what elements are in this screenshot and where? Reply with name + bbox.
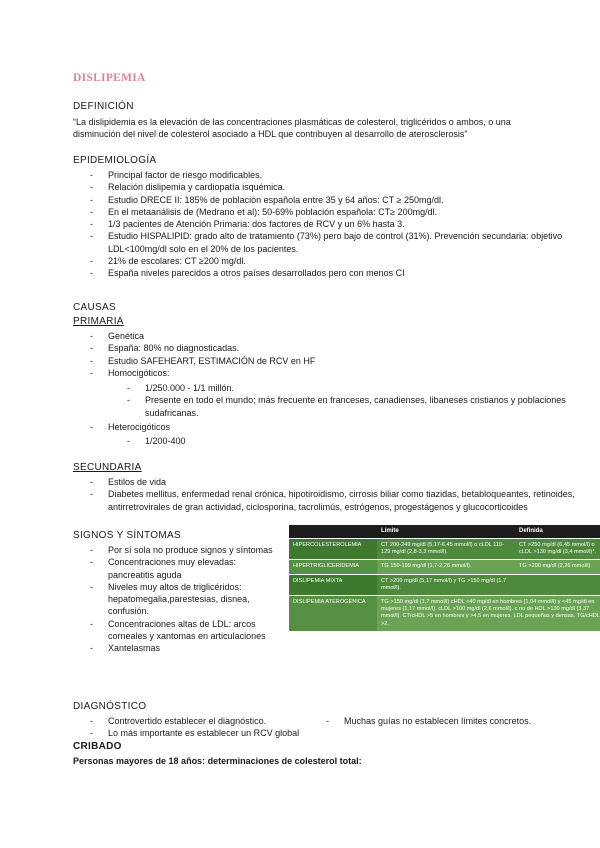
heterocigoticos-sublist: [127, 435, 600, 447]
diagnostico-heading: DIAGNÓSTICO: [73, 701, 147, 712]
list-item: - Estudio SAFEHEART, ESTIMACIÓN de RCV en HF: [90, 355, 600, 367]
list-item: - Concentraciones altas de LDL: arcos corneales y xantomas en articulaciones: [90, 618, 278, 643]
list-item: - Muchas guías no establecen límites concretos.: [326, 715, 596, 727]
list-item: - Niveles muy altos de triglicéridos: hepatomegalia,parestesias, disnea, confusión.: [90, 581, 278, 618]
secundaria-heading: SECUNDARIA: [73, 462, 142, 473]
table-cell: HIPERCOLESTEROLEMIA: [289, 539, 377, 560]
causas-heading: CAUSAS: [73, 302, 116, 313]
diagnostico-list: [90, 715, 330, 740]
list-item: - Heterocigóticos: [90, 421, 600, 433]
table-row: [289, 574, 600, 595]
table-header-row: [289, 525, 600, 539]
table-cell: TG >200 mg/dl (2,26 mmol/l).: [515, 560, 600, 574]
page-title: DISLIPEMIA: [73, 72, 146, 84]
list-item: - Estudio DRECE II: 185% de población española entre 35 y 64 años: CT ≥ 250mg/dl.: [90, 194, 600, 206]
table-row: [289, 560, 600, 574]
heterocigoticos-list: [90, 421, 600, 433]
table-cell: CT >200 mg/dl (5,17 mmol/l) y TG >150 mg/dl (1,7 mmol/l).: [377, 574, 515, 595]
signos-list: [90, 544, 280, 655]
list-item: - Estudio HISPALIPID: grado alto de tratamiento (73%) pero bajo de control (31%). Prevención secundaria: objetivo LDL<100mg/dl solo en el 20% de los pacientes.: [90, 230, 598, 255]
table-cell: TG 150-199 mg/dl (1,7-2,26 mmol/l).: [377, 560, 515, 574]
list-item: - Presente en todo el mundo; más frecuente en franceses, canadienses, libaneses cristianos y poblaciones sudafricanas.: [127, 394, 600, 419]
list-item: - 1/250.000 - 1/1 millón.: [127, 382, 600, 394]
list-item: - 21% de escolares: CT ≥200 mg/dl.: [90, 255, 600, 267]
list-item: - Lo más importante es establecer un RCV global: [90, 727, 330, 739]
table-header-cell: Límite: [377, 525, 515, 539]
list-item: - Xantelasmas: [90, 642, 278, 654]
table-cell: [515, 574, 600, 595]
table-row: [289, 596, 600, 631]
diagnostico-side-list: [326, 715, 596, 727]
table-row: [289, 539, 600, 560]
table-cell: CT >250 mg/dl (6,45 mmol/l) o cLDL >130 mg/dl (3,4 mmol/l)*.: [515, 539, 600, 560]
table-header-cell: [289, 525, 377, 539]
cribado-heading: CRIBADO: [73, 741, 122, 752]
secundaria-list: [90, 476, 600, 513]
list-item: - 1/200-400: [127, 435, 600, 447]
primaria-list: [90, 330, 600, 379]
dyslipidemia-table: [289, 525, 600, 631]
table-cell: TG >150 mg/dl (1,7 mmol/l) cHDL <40 mg/dl en hombres (1,04 mmol/l) y <45 mg/dl en mujeres (1,17 mmol/l). cLDL >100 mg/dl (2,6 mmol/l). c no de HDL >130 mg/dl (3,37 mmol/l). CT/cHDL >5 en hombres y >4,5 en mujeres. LDL pequeñas y densas. TG/cHDL >2.: [377, 596, 600, 631]
definicion-heading: DEFINICIÓN: [73, 101, 134, 112]
signos-heading: SIGNOS Y SÍNTOMAS: [73, 530, 181, 541]
table-header-cell: Definida: [515, 525, 600, 539]
cribado-line: Personas mayores de 18 años: determinaciones de colesterol total:: [73, 756, 362, 766]
list-item: - Estilos de vida: [90, 476, 600, 488]
primaria-heading: PRIMARIA: [73, 316, 124, 327]
list-item: - Genética: [90, 330, 600, 342]
list-item: - Diabetes mellitus, enfermedad renal crónica, hipotiroidismo, cirrosis biliar como tiazidas, betabloqueantes, retinoides, antirretrovirales de gran actividad, ciclosporina, tacrolimús, estrógenos, progestágenos y glucocorticoides: [90, 488, 600, 513]
list-item: - España niveles parecidos a otros países desarrollados pero con menos CI: [90, 267, 600, 279]
table-cell: HIPERTRIGLICERIDEMIA: [289, 560, 377, 574]
table-cell: DISLIPEMIA MIXTA: [289, 574, 377, 595]
definicion-line-2: disminución del nivel de colesterol asociado a HDL que contribuyen al desarrollo de aterosclerosis”: [73, 129, 468, 139]
list-item: - Concentraciones muy elevadas: pancreatitis aguda: [90, 556, 278, 581]
list-item: - Controvertido establecer el diagnóstico.: [90, 715, 330, 727]
table-cell: DISLIPEMIA ATEROGÉNICA: [289, 596, 377, 631]
epidemiologia-list: [90, 169, 600, 280]
list-item: - España: 80% no diagnosticadas.: [90, 342, 600, 354]
list-item: - En el metaanálisis de (Medrano et al): 50-69% población española: CT≥ 200mg/dl.: [90, 206, 600, 218]
list-item: - 1/3 pacientes de Atención Primaria: dos factores de RCV y un 6% hasta 3.: [90, 218, 600, 230]
list-item: - Relación dislipemia y cardiopatía isquémica.: [90, 181, 600, 193]
list-item: - Principal factor de riesgo modificables.: [90, 169, 600, 181]
list-item: - Por sí sola no produce signos y síntomas: [90, 544, 278, 556]
epidemiologia-heading: EPIDEMIOLOGÍA: [73, 155, 157, 166]
table-cell: CT 200-249 mg/dl (5,17-6,45 mmol/l) o cLDL 110-129 mg/dl (2,8-3,3 mmol/l).: [377, 539, 515, 560]
definicion-line-1: “La dislipidemia es la elevación de las concentraciones plasmáticas de colesterol, triglicéridos o ambos, o una: [73, 117, 511, 127]
list-item: - Homocigóticos:: [90, 367, 600, 379]
homocigoticos-sublist: [127, 382, 600, 419]
